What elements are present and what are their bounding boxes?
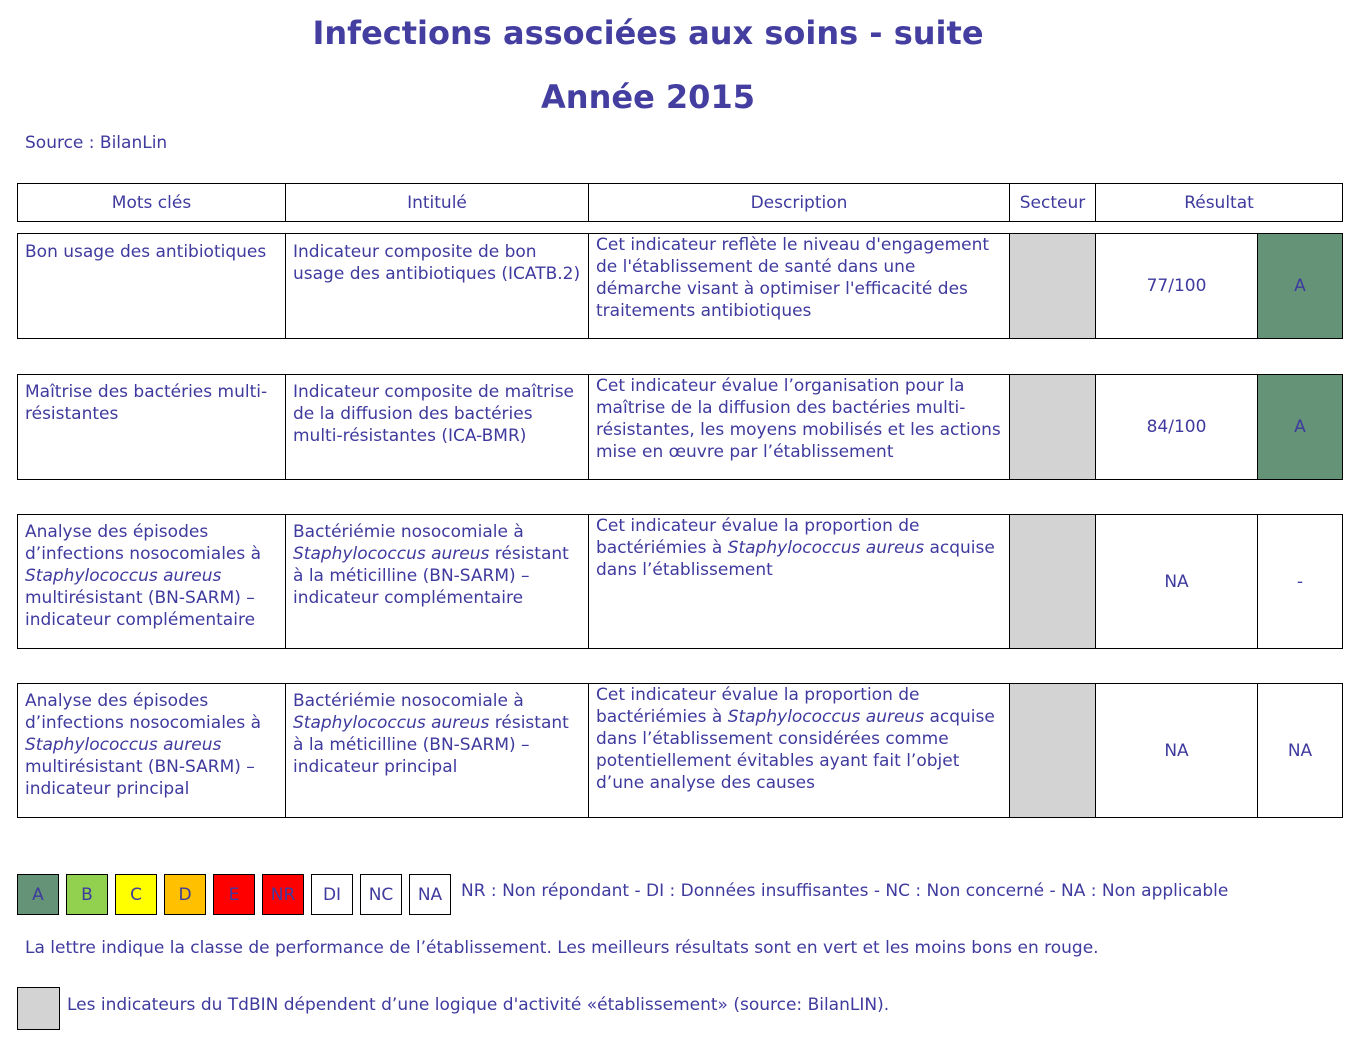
indicator-row	[17, 683, 1343, 818]
row-grade-badge: A	[1258, 375, 1343, 480]
legend-text: NR : Non répondant - DI : Données insuffisantes - NC : Non concerné - NA : Non applicable	[461, 881, 1229, 901]
row-grade-badge: A	[1258, 234, 1343, 339]
header-intitule: Intitulé	[286, 184, 589, 222]
row-intitule: Bactériémie nosocomiale à Staphylococcus aureus résistant à la méticilline (BN-SARM) – indicateur principal	[286, 684, 589, 818]
row-grade-badge: NA	[1258, 684, 1343, 818]
table-header	[17, 183, 1343, 222]
row-mots-cles: Maîtrise des bactéries multi-résistantes	[18, 375, 286, 480]
secteur-legend-swatch	[17, 987, 60, 1030]
row-intitule: Indicateur composite de bon usage des antibiotiques (ICATB.2)	[286, 234, 589, 339]
row-mots-cles: Analyse des épisodes d’infections nosocomiales à Staphylococcus aureus multirésistant (BN-SARM) – indicateur principal	[18, 684, 286, 818]
row-secteur-cell	[1010, 234, 1096, 339]
legend-box-d: D	[164, 874, 206, 915]
legend-box-nc: NC	[360, 874, 402, 915]
source-label: Source : BilanLin	[25, 133, 168, 153]
row-secteur-cell	[1010, 515, 1096, 649]
row-secteur-cell	[1010, 375, 1096, 480]
row-mots-cles: Bon usage des antibiotiques	[18, 234, 286, 339]
row-description: Cet indicateur évalue la proportion de bactériémies à Staphylococcus aureus acquise dans l’établissement considérées comme potentiellement évitables ayant fait l’objet d’une analyse des causes	[589, 684, 1010, 818]
legend-box-c: C	[115, 874, 157, 915]
header-resultat: Résultat	[1096, 184, 1343, 222]
row-intitule: Indicateur composite de maîtrise de la diffusion des bactéries multi-résistantes (ICA-BMR)	[286, 375, 589, 480]
legend-box-di: DI	[311, 874, 353, 915]
row-description: Cet indicateur reflète le niveau d'engagement de l'établissement de santé dans une démarche visant à optimiser l'efficacité des traitements antibiotiques	[589, 234, 1010, 339]
legend-box-b: B	[66, 874, 108, 915]
row-grade-badge: -	[1258, 515, 1343, 649]
row-intitule: Bactériémie nosocomiale à Staphylococcus aureus résistant à la méticilline (BN-SARM) – indicateur complémentaire	[286, 515, 589, 649]
performance-note: La lettre indique la classe de performance de l’établissement. Les meilleurs résultats sont en vert et les moins bons en rouge.	[25, 938, 1099, 958]
row-description: Cet indicateur évalue l’organisation pour la maîtrise de la diffusion des bactéries multi-résistantes, les moyens mobilisés et les actions mise en œuvre par l’établissement	[589, 375, 1010, 480]
indicator-row	[17, 514, 1343, 649]
legend-box-e: E	[213, 874, 255, 915]
row-secteur-cell	[1010, 684, 1096, 818]
page-title: Infections associées aux soins - suite	[312, 14, 984, 52]
indicator-row	[17, 374, 1343, 480]
row-score: NA	[1096, 515, 1258, 649]
grade-legend	[17, 874, 458, 917]
legend-box-na: NA	[409, 874, 451, 915]
indicator-row	[17, 233, 1343, 339]
legend-box-nr: NR	[262, 874, 304, 915]
row-description: Cet indicateur évalue la proportion de bactériémies à Staphylococcus aureus acquise dans l’établissement	[589, 515, 1010, 649]
page-subtitle: Année 2015	[541, 78, 755, 116]
row-mots-cles: Analyse des épisodes d’infections nosocomiales à Staphylococcus aureus multirésistant (BN-SARM) – indicateur complémentaire	[18, 515, 286, 649]
row-score: 84/100	[1096, 375, 1258, 480]
secteur-note: Les indicateurs du TdBIN dépendent d’une logique d'activité «établissement» (source: BilanLIN).	[67, 995, 890, 1015]
row-score: NA	[1096, 684, 1258, 818]
row-score: 77/100	[1096, 234, 1258, 339]
header-secteur: Secteur	[1010, 184, 1096, 222]
header-description: Description	[589, 184, 1010, 222]
header-mots-cles: Mots clés	[18, 184, 286, 222]
legend-box-a: A	[17, 874, 59, 915]
